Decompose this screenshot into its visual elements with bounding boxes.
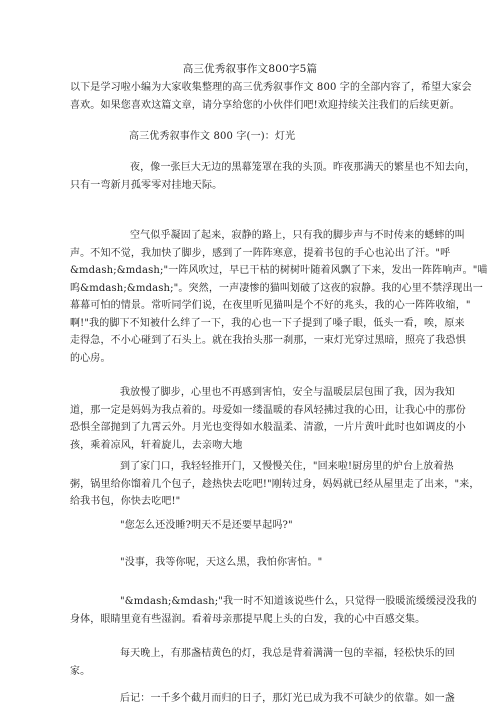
document-title: 高三优秀叙事作文800字5篇	[182, 63, 318, 75]
essay-paragraph	[70, 227, 488, 367]
text-line: 身体，眼睛里竟有些湿润。看着母亲那提早爬上头的白发，我的心中百感交集。	[70, 613, 426, 625]
text-line: 声。不知不觉，我加快了脚步，感到了一阵阵寒意，提着书包的手心也沁出了汗。"呼	[70, 247, 451, 259]
text-line: 夜，像一张巨大无边的黑幕笼罩在我的头顶。昨夜那满天的繁星也不知去向，	[130, 162, 476, 173]
essay-paragraph	[70, 593, 477, 628]
text-line: 呜&mdash;&mdash;"。突然，一声凄惨的猫叫划破了这夜的寂静。我的心里不禁浮现出一	[70, 282, 483, 294]
text-line: "&mdash;&mdash;"我一时不知道该说些什么，只觉得一股暖流缓缓浸没我的	[120, 596, 477, 607]
essay-title: 高三优秀叙事作文 800 字(一)：灯光	[129, 131, 296, 142]
text-line: "没事，我等你呢，天这么黑，我怕你害怕。"	[120, 557, 323, 568]
text-line: 只有一弯新月孤零零对挂地天际。	[70, 179, 223, 191]
text-line: 喜欢。如果您喜欢这篇文章，请分享给您的小伙伴们吧!欢迎持续关注我们的后续更新。	[70, 99, 460, 111]
text-line: 后记：一千多个截月而归的日子，那灯光已成为我不可缺少的依靠。如一盏	[120, 693, 455, 704]
text-line: 幕幕可怕的情景。常听同学们说，在夜里听见猫叫是个不好的兆头，我的心一阵阵收缩，"	[70, 300, 471, 311]
text-line: 空气似乎凝固了起来，寂静的路上，只有我的脚步声与不时传来的蟋蟀的叫	[130, 230, 465, 241]
text-line: "您怎么还没睡?明天不是还要早起吗?"	[120, 520, 293, 531]
text-line: 道，那一定是妈妈为我点着的。母爱如一缕温暖的春风轻拂过我的心田，让我心中的那份	[70, 404, 466, 416]
intro-paragraph	[70, 79, 472, 114]
dialogue-line	[70, 554, 322, 572]
essay-paragraph	[70, 645, 455, 680]
dialogue-line	[70, 517, 293, 535]
text-line: 给我书包，你快去吃吧!"	[70, 496, 181, 507]
essay-paragraph	[70, 690, 455, 708]
essay-paragraph	[70, 159, 475, 194]
text-line: 的心房。	[70, 352, 111, 364]
essay-paragraph	[70, 458, 480, 511]
text-line: 家。	[70, 665, 91, 677]
text-line: 孩，乘着凉风，轩着旋儿，去亲吻大地	[70, 439, 243, 451]
text-line: 以下是学习啦小编为大家收集整理的高三优秀叙事作文 800 字的全部内容了，希望大家会	[70, 82, 472, 93]
text-line: 每天晚上，有那盏桔黄色的灯，我总是背着满满一包的幸福，轻松快乐的回	[120, 648, 455, 659]
text-line: &mdash;&mdash;"一阵风吹过，早已干枯的树树叶随着风飘了下来，发出一阵阵响声。"喵	[70, 265, 488, 276]
text-line: 粥，锅里给你馏着几个包子，趁热快去吃吧!"刚转过身，妈妈就已经从屋里走了出来，"来，	[70, 478, 480, 490]
text-line: 啊!"我的脚下不知被什么绊了一下，我的心也一下子提到了嗓子眼，低头一看，唉，原来	[70, 317, 465, 329]
essay-paragraph	[70, 384, 466, 454]
text-line: 到了家门口，我轻轻推开门，又慢慢关住，"回来啦!厨房里的炉台上放着热	[120, 461, 454, 472]
text-line: 恐惧全部抛到了九霄云外。月光也变得如水般温柔、清澈，一片片黄叶此时也如调皮的小	[70, 422, 466, 433]
text-line: 走得急，不小心碰到了石头上。就在我抬头那一刹那，一束灯光穿过黑暗，照亮了我恐惧	[70, 335, 466, 346]
text-line: 我放慢了脚步，心里也不再感到害怕，安全与温暖层层包围了我，因为我知	[120, 387, 455, 398]
essay-heading	[129, 128, 295, 146]
